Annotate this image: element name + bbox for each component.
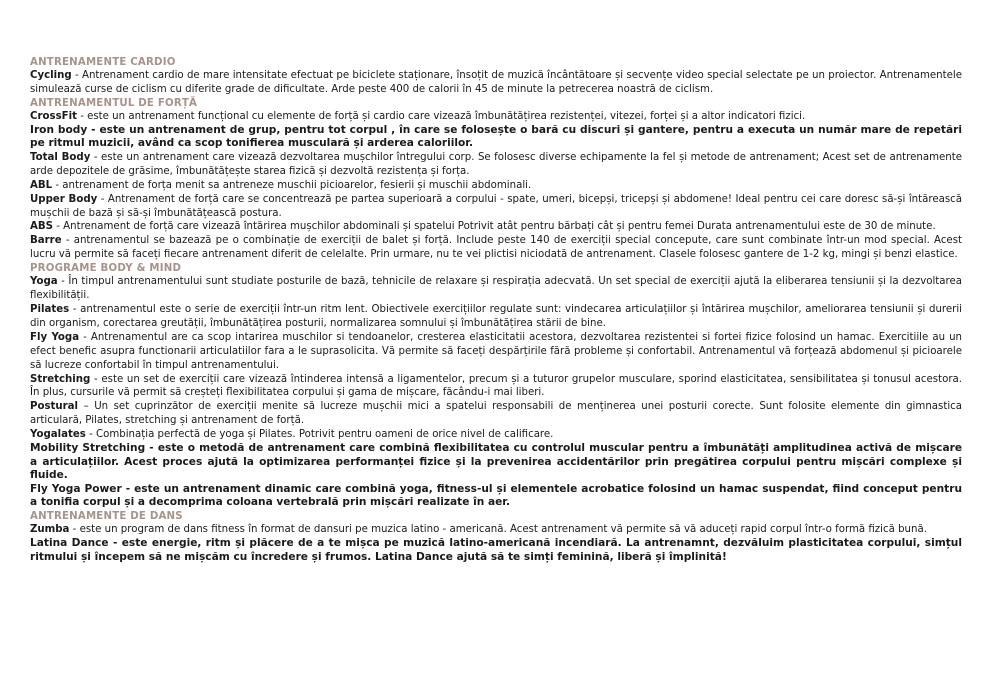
entry-paragraph <box>30 331 962 373</box>
entry-paragraph <box>30 373 962 401</box>
entry-description: - În timpul antrenamentului sunt studiate posturile de bază, tehnicile de relaxare și respirația adecvată. Un set special de exerciții ajută la eliberarea tensiunii și la dezvoltarea flexibilității. <box>30 276 962 302</box>
entry-paragraph <box>30 220 962 234</box>
entry-paragraph <box>30 523 962 537</box>
entry-description: - este un antrenament care vizează dezvoltarea mușchilor întregului corp. Se folosesc diverse echipamente la fel și metode de antrenament; Acest set de antrenamente arde depozitele de grăsime, îmbunătățește starea fizică și dezvoltă rezistența și forța. <box>30 151 962 177</box>
entry-paragraph <box>30 179 962 193</box>
entry-term: Upper Body <box>30 193 98 205</box>
section-heading: ANTRENAMENTE DE DANS <box>30 511 183 522</box>
entry-description: - este un antrenament dinamic care combină yoga, fitness-ul și elementele acrobatice folosind un hamac suspendat, fiind conceput pentru a tonifia corpul și a decomprima coloana vertebrală prin mișcări realizate în aer. <box>30 482 962 509</box>
entry-description: - Antrenament cardio de mare intensitate efectuat pe biciclete staționare, însoțit de muzică încântătoare și secvențe video special selectate pe un proiector. Antrenamentele simulează curse de ciclism cu diferite grade de dificultate. Arde peste 400 de calorii în 45 de minute la petrecerea noastră de ciclism. <box>30 70 962 95</box>
entry-term: CrossFit <box>30 110 77 122</box>
entry-description: - este energie, ritm și plăcere de a te mișca pe muzică latino-americană incendiară. La antrenamnt, dezvăluim plasticitatea corpului, simțul ritmului și începem să ne mișcăm cu încredere și frumos. Latina Dance ajută să te simți feminină, liberă și împlinită! <box>30 536 962 563</box>
section-heading: PROGRAME BODY & MIND <box>30 263 182 275</box>
entry-term: Pilates <box>30 303 70 315</box>
entry-paragraph <box>30 234 962 262</box>
entry-paragraph <box>30 537 962 564</box>
entry-description: - este un program de dans fitness în format de dansuri pe muzica latino - americană. Acest antrenament vă permite să vă aduceți rapid corpul într-o formă fizică bună. <box>69 524 927 535</box>
entry-description: - antrenamentul este o serie de exerciții într-un ritm lent. Obiectivele exercițiilor regulate sunt: vindecarea articulațiilor și întărirea mușchilor, ameliorarea tensiunii și durerii din organism, corectarea greutății, îmbunătățirea posturii, normalizarea somnului și îmbunătățirea stării de bine. <box>30 303 962 329</box>
entry-description: - Antrenamentul are ca scop intarirea muschilor si tendoanelor, cresterea elasticitatii acestora, dezvoltarea rezistentei si fortei fizice folosind un hamac. Exercitiile au un efect benefic asupra functionarii articulatiilor fara a le suprasolicita. Vă permite să faceți despărțirile fără probleme și confortabil. Antrenamentul vă forțează abdomenul și picioarele să lucreze confortabil în timpul antrenamentului. <box>30 331 962 371</box>
entry-description: - Combinația perfectă de yoga și Pilates. Potrivit pentru oameni de orice nivel de calificare. <box>85 429 554 441</box>
entry-description: - este un antrenament funcțional cu elemente de forță și cardio care vizează îmbunătățirea rezistenței, vitezei, forței și a altor indicatori fizici. <box>76 110 806 122</box>
entry-term: Stretching <box>30 373 91 385</box>
entry-description: - este un set de exerciții care vizează întinderea intensă a ligamentelor, precum și a tuturor grupelor musculare, sporind elasticitatea, sensibilitatea și tonusul acestora. În plus, cursurile vă permit să creșteți flexibilitatea corpului și gama de mișcare, făcându-i mai liberi. <box>30 373 962 399</box>
entry-term: Cycling <box>30 70 72 81</box>
entry-term: Total Body <box>30 151 91 163</box>
entry-term: Barre <box>30 235 62 247</box>
entry-term: Yoga <box>30 276 58 288</box>
entry-term: Yogalates <box>30 429 86 441</box>
entry-term: Postural <box>30 401 79 413</box>
entry-description: - antrenament de forța menit sa antreneze muschii picioarelor, fesierii și muschii abdominali. <box>52 179 532 191</box>
entry-description: - este un antrenament de grup, pentru tot corpul , în care se folosește o bară cu discuri și gantere, pentru a executa un număr mare de repetări pe ritmul muzicii, având ca scop tonifierea musculară și arderea caloriilor. <box>30 123 962 150</box>
entry-paragraph <box>30 124 962 151</box>
entry-term: Fly Yoga Power <box>30 482 122 495</box>
entry-description: – Un set cuprinzător de exerciții menite să lucreze mușchii mici a spatelui responsabili de menținerea unei posturii corecte. Sunt folosite elemente din gimnastica articulară, Pilates, stretching și antrenament de forță. <box>30 401 962 427</box>
entry-description: - Antrenament de forță care vizează întărirea mușchilor abdominali și spatelui Potrivit atât pentru bărbați cât și pentru femei Durata antrenamentului este de 30 de minute. <box>53 221 936 233</box>
entry-term: Mobility Stretching <box>30 442 146 455</box>
entry-paragraph <box>30 69 962 97</box>
entry-term: Zumba <box>30 524 70 535</box>
entry-term: ABS <box>30 221 53 233</box>
entry-paragraph <box>30 428 962 442</box>
entry-paragraph <box>30 275 962 303</box>
document-body <box>30 56 962 564</box>
section-heading: ANTRENAMENTE CARDIO <box>30 57 176 68</box>
entry-description: - este o metodă de antrenament care combină flexibilitatea cu controlul muscular pentru a îmbunătăți amplitudinea activă de mișcare a articulațiilor. Acest proces ajută la optimizarea performanței fizice și la prevenirea accidentărilor prin pregătirea corpului pentru mișcări complexe și fluide. <box>30 442 963 482</box>
entry-paragraph <box>30 303 962 331</box>
entry-paragraph <box>30 483 962 510</box>
entry-paragraph <box>30 110 962 124</box>
entry-description: - antrenamentul se bazează pe o combinație de exerciții de balet și forță. Include peste 140 de exerciții special concepute, care sunt combinate într-un mod special. Acest lucru vă permite să faceți fiecare antrenament diferit de celelalte. Prin urmare, nu te vei plictisi niciodată de antrenament. Clasele folosesc gantere de 1-2 kg, mingi și benzi elastice. <box>30 235 962 261</box>
entry-paragraph <box>30 151 962 179</box>
entry-paragraph <box>30 442 962 483</box>
entry-term: ABL <box>30 179 53 191</box>
entry-term: Fly Yoga <box>30 331 80 343</box>
entry-paragraph <box>30 400 962 428</box>
entry-term: Latina Dance <box>30 536 109 549</box>
section-heading: ANTRENAMENTUL DE FORȚĂ <box>30 97 198 109</box>
entry-term: Iron body <box>30 123 88 136</box>
entry-paragraph <box>30 193 962 221</box>
entry-description: - Antrenament de forță care se concentrează pe partea superioară a corpului - spate, umeri, bicepși, tricepși și abdomene! Ideal pentru cei care doresc să-și întărească mușchii de bază și să-și îmbunătățească postura. <box>30 193 962 219</box>
